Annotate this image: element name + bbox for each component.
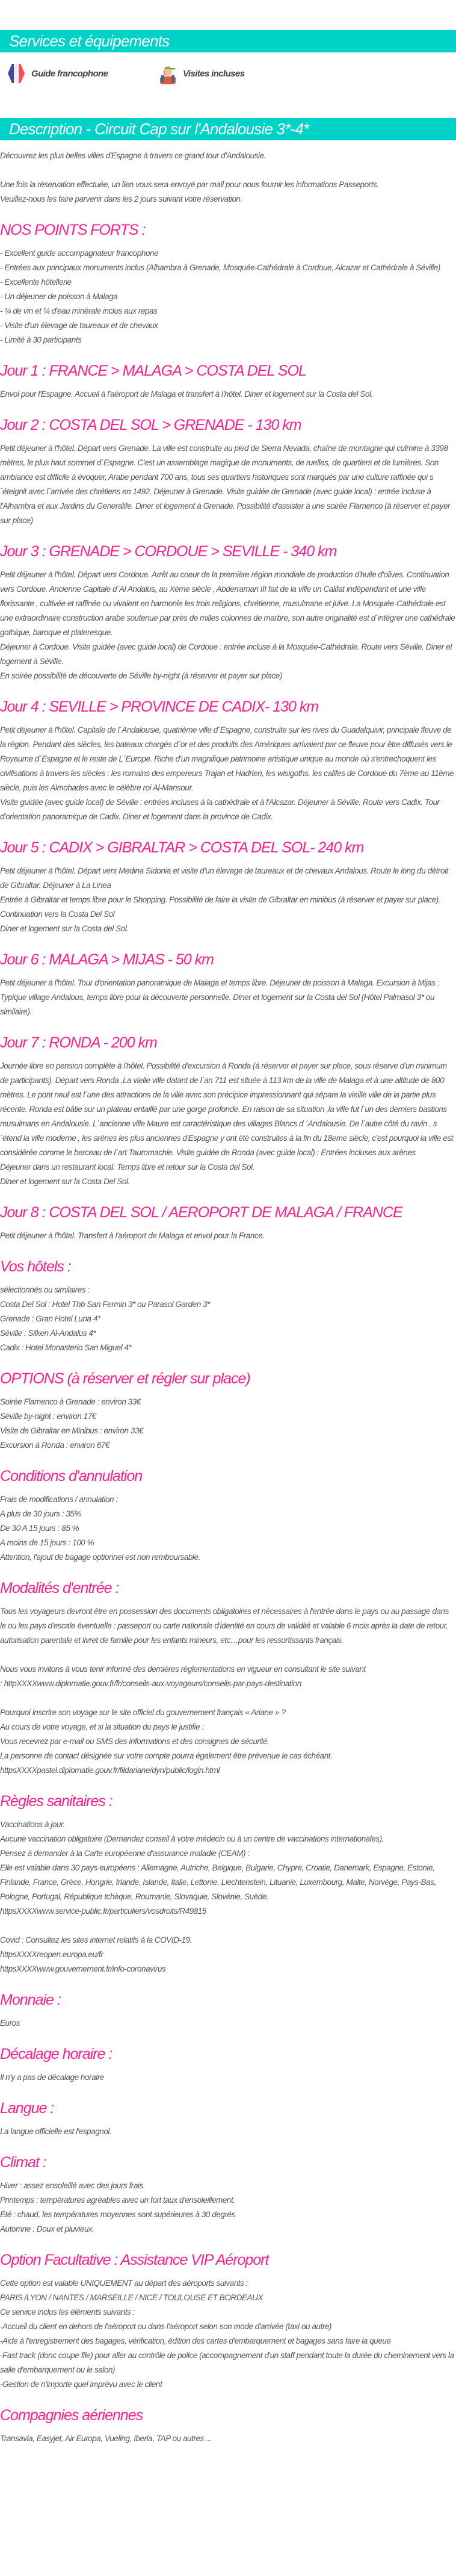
french-flag-icon (7, 62, 25, 85)
climat-heading: Climat : (0, 2154, 46, 2171)
service-label: Visites incluses (183, 68, 245, 79)
list-item: - Un déjeuner de poisson à Malaga (0, 292, 118, 301)
services-list (0, 52, 456, 95)
annulation-heading: Conditions d'annulation (0, 1468, 143, 1485)
climat-line: Hiver : assez ensoleillé avec des jours frais. (0, 2181, 146, 2190)
day-8-text: Petit déjeuner à l'hôtel. Transfert à l'aéroport de Malaga et envol pour la France. (0, 1231, 265, 1240)
day-3-text: Petit déjeuner à l'hôtel. Départ vers Cordoue. Arrêt au coeur de la première région mondiale de production d'huile d'olives. Continuation vers Cordoue. Ancienne Capitale d´Al Andalus, au Xème siècle , Abderraman III fait de la ville un Califat indépendant et une ville florissante , cultivée et raffinée ou vivaient en harmonie les trois religions, chrétienne, musulmane et juive. La Mosquée-Cathédrale est une extraordinaire construction arabe soutenue par près de milles colonnes de marbre, son autre originalité est d´intégrer une cathédrale gothique, baroque et plateresque. (0, 570, 455, 637)
sanitaires-heading: Règles sanitaires : (0, 1793, 112, 1810)
day-1-heading: Jour 1 : FRANCE > MALAGA > COSTA DEL SOL (0, 362, 306, 379)
hotel-line: sélectionnés ou similaires : (0, 1285, 90, 1294)
list-item: - Excellente hôtellerie (0, 278, 72, 287)
hotel-line: Costa Del Sol : Hotel Thb San Fermin 3* ou Parasol Garden 3* (0, 1300, 210, 1309)
modalites-line: Vous recevrez par e-mail ou SMS des informations et des consignes de sécurité. (0, 1737, 270, 1746)
climat-line: Été : chaud, les températures moyennes sont supérieures à 30 degrés (0, 2210, 235, 2219)
services-title: Services et équipements (9, 32, 170, 50)
service-guide-francophone (7, 62, 159, 85)
day-4-text: Petit déjeuner à l'hôtel. Capitale de l´Andalousie, quatrième ville d´Espagne, construite sur les rives du Guadalquivir, principale fleuve de la région. Pendant des siècles, les bateaux chargés d´or et des produits des Amériques arrivaient par ce fleuve pour être diffusés vers le Royaume d´Espagne et le reste de L´Europe. Riche d'un magnifique patrimoine artistique unique au monde où s'entrechoquent les civilisations à travers les siècles : les romains des empereurs Trajan et Hadrien, les wisigoths, les califes de Cordoue du 7ème au 11ème siècle, puis les Almohades avec le célèbre roi Al-Mansour. (0, 725, 454, 792)
hotels-heading: Vos hôtels : (0, 1258, 71, 1275)
decalage-text: Il n'y a pas de décalage horaire (0, 2073, 104, 2082)
service-public-link[interactable]: httpsXXXXwww.service-public.fr/particuliers/vosdroits/R49815 (0, 1907, 206, 1916)
passport-text: Veuillez-nous les faire parvenir dans les 2 jours suivant votre réservation. (0, 194, 242, 203)
modalites-heading: Modalités d'entrée : (0, 1580, 119, 1597)
covid-line: Covid : Consultez les sites internet relatifs à la COVID-19. (0, 1935, 192, 1944)
decalage-heading: Décalage horaire : (0, 2046, 112, 2062)
vip-line: PARIS /LYON / NANTES / MARSEILLE / NICE / TOULOUSE ET BORDEAUX (0, 2293, 263, 2302)
compagnies-heading: Compagnies aériennes (0, 2407, 143, 2424)
day-2-text: Petit déjeuner à l'hôtel. Départ vers Grenade. La ville est construite au pied de Sierra Nevada, chaîne de montagne qui culmine à 3398 mètres, le plus haut sommet d´Espagne. C'est un assemblage magique de monuments, de ruelles, de quartiers et de lumières. Son ambiance est difficile à évoquer, Arabe pendant 700 ans, tous ses quartiers historiques sont marqués par une culture raffinée qui s´éteignit avec l´arrivée des chrétiens en 1492. Déjeuner à Grenade. Visite guidée de Grenade (avec guide local) : entrée incluse à l'Alhambra et aux Jardins du Generalife. Diner et logement à Grenade. Possibilité d'assister à une soirée Flamenco (à réserver et payer sur place) (0, 444, 451, 525)
day-7-text: Journée libre en pension complète à l'hôtel. Possibilité d'excursion à Ronda (à réserver et payer sur place, sous réserve d'un minimum de participants). Départ vers Ronda ,La vielle ville datant de l´an 711 est située à 113 km de la ville de Malaga et à une altitude de 800 mètres. Le pont neuf est l´une des attractions de la ville avec son précipice impressionnant qui sépare la vieille ville de la partie plus récente. Ronda est bâtie sur un plateau entaillé par une gorge profonde. En raison de sa situation ,la ville fut l´un des derniers bastions musulmans en Andalousie. L´ancienne ville Maure est caractéristique des villages Blancs d ´Andalousie. De l´autre côté du ravin , s´étend la ville moderne , les arènes les plus anciennes d'Espagne y ont été construites à la fin du 18eme siècle, c'est pourquoi la ville est considérée comme le berceau de l´art Tauromachie. Visite guidée de Ronda (avec guide local) : Entrées incluses aux arènes (0, 1061, 453, 1157)
reopen-link[interactable]: httpsXXXXreopen.europa.eu/fr (0, 1950, 103, 1959)
ariane-link[interactable]: httpsXXXXpastel.diplomatie.gouv.fr/fildariane/dyn/public/login.html (0, 1766, 220, 1775)
day-3-text: Déjeuner à Cordoue. Visite guidée (avec guide local) de Cordoue : entrée incluse à la Mosquée-Cathédrale. Route vers Séville. Diner et logement à Séville. (0, 642, 452, 666)
day-5-text: Diner et logement sur la Costa del Sol. (0, 924, 129, 933)
langue-heading: Langue : (0, 2100, 54, 2117)
day-2-heading: Jour 2 : COSTA DEL SOL > GRENADE - 130 km (0, 417, 301, 433)
gouvernement-link[interactable]: httpsXXXXwww.gouvernement.fr/info-coronavirus (0, 1964, 166, 1973)
option-line: Visite de Gibraltar en Minibus : environ 33€ (0, 1426, 144, 1435)
sanitaires-line: Aucune vaccination obligatoire (Demandez conseil à votre médecin ou à un centre de vaccinations internationales). (0, 1834, 384, 1843)
list-item: - Entrées aux principaux monuments inclus (Alhambra à Grenade, Mosquée-Cathédrale à Cordoue, Alcazar et Cathédrale à Séville) (0, 263, 440, 272)
annulation-line: A moins de 15 jours : 100 % (0, 1538, 94, 1547)
hotel-line: Cadix : Hotel Monasterio San Miguel 4* (0, 1343, 132, 1352)
options-heading: OPTIONS (à réserver et régler sur place) (0, 1370, 250, 1387)
annulation-line: A plus de 30 jours : 35% (0, 1509, 82, 1518)
sanitaires-line: Elle est valable dans 30 pays européens : Allemagne, Autriche, Belgique, Bulgarie, Chypre, Croatie, Danemark, Espagne, Estonie, Finlande, France, Grèce, Hongrie, Irlande, Islande, Italie, Lettonie, Liechtenstein, Lituanie, Luxembourg, Malte, Norvège, Pays-Bas, Pologne, Portugal, République tchèque, Roumanie, Slovaquie, Slovénie, Suède. (0, 1863, 436, 1901)
service-label: Guide francophone (31, 68, 108, 79)
day-3-text: En soirée possibilité de découverte de Séville by-night (à réserver et payer sur place) (0, 671, 282, 680)
climat-line: Automne : Doux et pluvieux. (0, 2224, 94, 2233)
annulation-line: Attention, l'ajout de bagage optionnel est non remboursable. (0, 1553, 200, 1562)
day-7-text: Déjeuner dans un restaurant local. Temps libre et retour sur la Costa del Sol. (0, 1162, 254, 1172)
option-line: Excursion à Ronda : environ 67€ (0, 1441, 109, 1450)
intro-text: Découvrez les plus belles villes d'Espagne à travers ce grand tour d'Andalousie. (0, 151, 266, 160)
day-5-text: Entrée à Gibraltar et temps libre pour le Shopping. Possibilité de faire la visite de Gibraltar en minibus (à réserver et payer sur place). Continuation vers la Costa Del Sol (0, 895, 441, 919)
vip-line: -Gestion de n'importe quel imprévu avec le client (0, 2380, 162, 2389)
day-3-heading: Jour 3 : GRENADE > CORDOUE > SEVILLE - 340 km (0, 543, 337, 560)
vip-line: Ce service inclus les éléments suivants : (0, 2308, 135, 2317)
diplomatie-link[interactable]: : httpXXXXwww.diplomatie.gouv.fr/fr/conseils-aux-voyageurs/conseils-par-pays-destination (0, 1679, 301, 1688)
day-7-text: Diner et logement sur la Costa Del Sol. (0, 1177, 130, 1186)
vip-line: -Aide à l'enregistrement des bagages, vérification, édition des cartes d'embarquement et bagages sans faire la queue (0, 2336, 391, 2345)
points-forts-heading: NOS POINTS FORTS : (0, 222, 146, 238)
list-item: - Limité à 30 participants (0, 335, 82, 344)
description-content (0, 140, 456, 2458)
services-section-header (0, 30, 456, 52)
day-1-text: Envol pour l'Espagne. Accueil à l'aéroport de Malaga et transfert à l'hôtel. Diner et logement sur la Costa del Sol. (0, 390, 373, 399)
hotel-line: Séville : Silken Al-Andalus 4* (0, 1329, 96, 1338)
service-visites-incluses (159, 62, 310, 85)
monnaie-heading: Monnaie : (0, 1991, 61, 2008)
modalites-text: Nous vous invitons à vous tenir informé des dernières réglementations en vigueur en consultant le site suivant (0, 1665, 366, 1674)
vip-heading: Option Facultative : Assistance VIP Aéroport (0, 2252, 269, 2268)
monnaie-text: Euros (0, 2019, 20, 2028)
day-8-heading: Jour 8 : COSTA DEL SOL / AEROPORT DE MALAGA / FRANCE (0, 1204, 402, 1221)
annulation-line: Frais de modifications / annulation : (0, 1495, 118, 1504)
modalites-line: La personne de contact désignée sur votre compte pourra également être prévenue le cas échéant. (0, 1751, 333, 1760)
day-4-text: Visite guidée (avec guide local) de Séville : entrées incluses á la cathédrale et à l'Alcazar. Déjeuner à Séville. Route vers Cadix. Tour d'orientation panoramique de Cadix. Diner et logement dans la province de Cadix. (0, 798, 440, 821)
tourist-guide-icon (159, 62, 177, 85)
vip-line: -Fast track (donc coupe file) pour aller au contrôle de police (accompagnement d'un staff pendant toute la durée du cheminement vers la salle d'embarquement ou le salon) (0, 2351, 454, 2374)
hotel-line: Grenade : Gran Hotel Luna 4* (0, 1314, 100, 1323)
langue-text: La langue officielle est l'espagnol. (0, 2127, 112, 2136)
modalites-line: Au cours de votre voyage, et si la situation du pays le justifie : (0, 1722, 204, 1731)
day-7-heading: Jour 7 : RONDA - 200 km (0, 1034, 157, 1051)
day-5-heading: Jour 5 : CADIX > GIBRALTAR > COSTA DEL SOL- 240 km (0, 839, 364, 856)
list-item: - Excellent guide accompagnateur francophone (0, 249, 159, 258)
list-item: - Visite d'un élevage de taureaux et de chevaux (0, 321, 158, 330)
annulation-line: De 30 A 15 jours : 85 % (0, 1524, 79, 1533)
list-item: - ¼ de vin et ¼ d'eau minérale inclus aux repas (0, 306, 158, 315)
compagnies-text: Transavia, Easyjet, Air Europa, Vueling, Iberia, TAP ou autres ... (0, 2434, 212, 2443)
vip-line: -Accueil du client en dehors de l'aéroport ou dans l'aéroport selon son mode d'arrivée (taxi ou autre) (0, 2322, 331, 2331)
description-section-header (0, 118, 456, 140)
vip-line: Cette option est valable UNIQUEMENT au départ des aéroports suivants : (0, 2279, 248, 2288)
description-title: Description - Circuit Cap sur l'Andalousie 3*-4* (9, 120, 309, 138)
modalites-line: Pourquoi inscrire son voyage sur le site officiel du gouvernement français « Ariane » ? (0, 1708, 286, 1717)
day-6-heading: Jour 6 : MALAGA > MIJAS - 50 km (0, 951, 214, 968)
day-5-text: Petit déjeuner à l'hôtel. Départ vers Medina Sidonia et visite d'un élevage de taureaux et de chevaux Andalous. Route le long du détroit de Gibraltar. Déjeuner à La Linea (0, 866, 448, 890)
option-line: Soirée Flamenco à Grenade : environ 33€ (0, 1397, 141, 1406)
option-line: Séville by-night : environ 17€ (0, 1412, 96, 1421)
sanitaires-line: Vaccinations à jour. (0, 1820, 65, 1829)
passport-text: Une fois la réservation effectuée, un lien vous sera envoyé par mail pour nous fournir les informations Passeports. (0, 180, 379, 189)
day-4-heading: Jour 4 : SEVILLE > PROVINCE DE CADIX- 130 km (0, 698, 319, 715)
climat-line: Printemps : températures agréables avec un fort taux d'ensoleillement. (0, 2196, 235, 2205)
sanitaires-line: Pensez à demander à la Carte européenne d'assurance maladie (CEAM) : (0, 1849, 250, 1858)
modalites-text: Tous les voyageurs devront être en possession des documents obligatoires et nécessaires à l'entrée dans le pays ou au passage dans le ou les pays d'escale éventuelle : passeport ou carte nationale d'identité en cours de validité et valable 6 mois après la date de retour, autorisation parentale et livret de famille pour les enfants mineurs, etc…pour les ressortissants français. (0, 1607, 449, 1645)
day-6-text: Petit déjeuner à l'hôtel. Tour d'orientation panoramique de Malaga et temps libre. Déjeuner de poisson à Malaga. Excursion à Mijas : Typique village Andalous, temps libre pour la découverte personnelle. Diner et logement sur la Costa del Sol (Hôtel Palmasol 3* ou similaire). (0, 978, 440, 1016)
